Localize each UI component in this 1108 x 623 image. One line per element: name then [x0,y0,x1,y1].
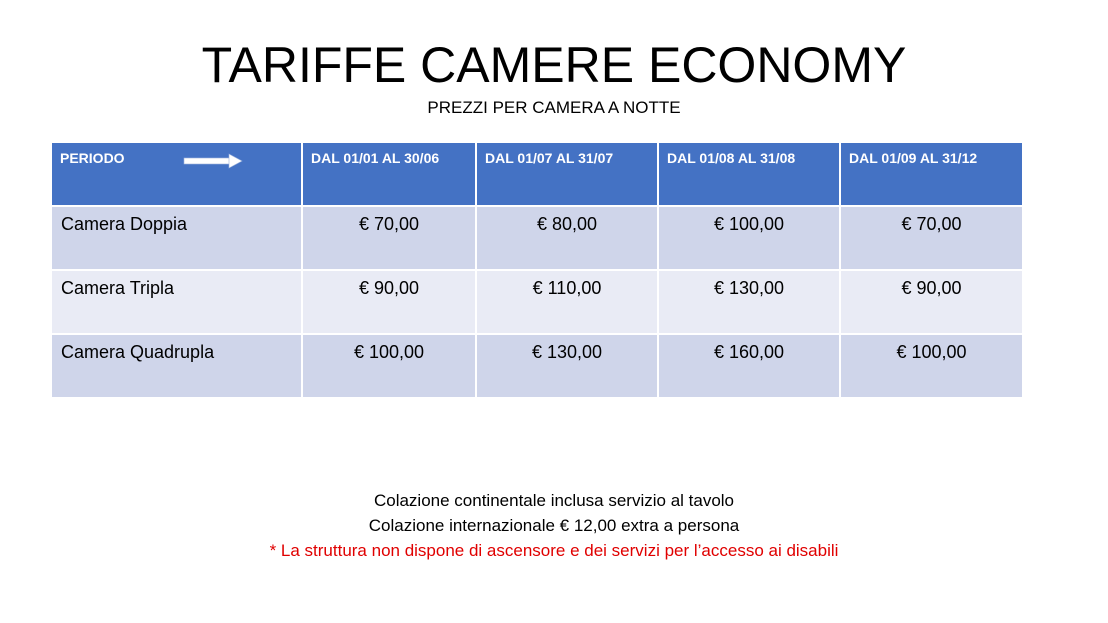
price-cell [302,206,476,270]
room-type-cell [52,334,302,398]
arrow-right-icon [183,153,243,169]
price-cell [840,270,1022,334]
period-header-label: DAL 01/09 AL 31/12 [849,150,978,166]
price-value: € 90,00 [358,278,420,298]
price-value: € 70,00 [358,214,420,234]
price-value: € 70,00 [901,214,962,234]
period-header-4 [840,143,1022,206]
international-breakfast-note: Colazione internazionale € 12,00 extra a persona [368,516,740,535]
price-value: € 100,00 [713,214,785,234]
price-cell [302,334,476,398]
room-type-label: Camera Tripla [61,278,175,298]
rates-table [52,143,1022,399]
price-value: € 80,00 [536,214,598,234]
table-row [52,206,1022,270]
room-type-cell [52,206,302,270]
period-header-2 [476,143,658,206]
price-cell [658,270,840,334]
price-cell [658,334,840,398]
table-row [52,334,1022,398]
period-label: PERIODO [60,150,125,166]
period-header-label: DAL 01/01 AL 30/06 [311,150,440,166]
price-cell [840,334,1022,398]
breakfast-note: Colazione continentale inclusa servizio al tavolo [373,491,735,510]
price-value: € 130,00 [531,342,603,362]
table-header-row [52,143,1022,206]
period-header-3 [658,143,840,206]
room-type-cell [52,270,302,334]
price-cell [840,206,1022,270]
price-value: € 100,00 [896,342,967,362]
price-value: € 130,00 [713,278,785,298]
price-cell [476,334,658,398]
price-cell [476,206,658,270]
period-header-label: DAL 01/07 AL 31/07 [485,150,614,166]
period-header-label: DAL 01/08 AL 31/08 [667,150,796,166]
price-cell [476,270,658,334]
price-value: € 100,00 [353,342,425,362]
period-header-1 [302,143,476,206]
price-cell [302,270,476,334]
table-row [52,270,1022,334]
price-value: € 110,00 [532,278,602,298]
page-title: TARIFFE CAMERE ECONOMY [201,37,907,93]
notes-block [0,488,1108,563]
room-type-label: Camera Doppia [61,214,188,234]
accessibility-warning: * La struttura non dispone di ascensore e dei servizi per l’accesso ai disabili [269,541,839,560]
price-value: € 160,00 [713,342,785,362]
period-header-cell [52,143,302,206]
page-subtitle: PREZZI PER CAMERA A NOTTE [427,98,681,117]
room-type-label: Camera Quadrupla [61,342,215,362]
price-value: € 90,00 [901,278,962,298]
price-cell [658,206,840,270]
